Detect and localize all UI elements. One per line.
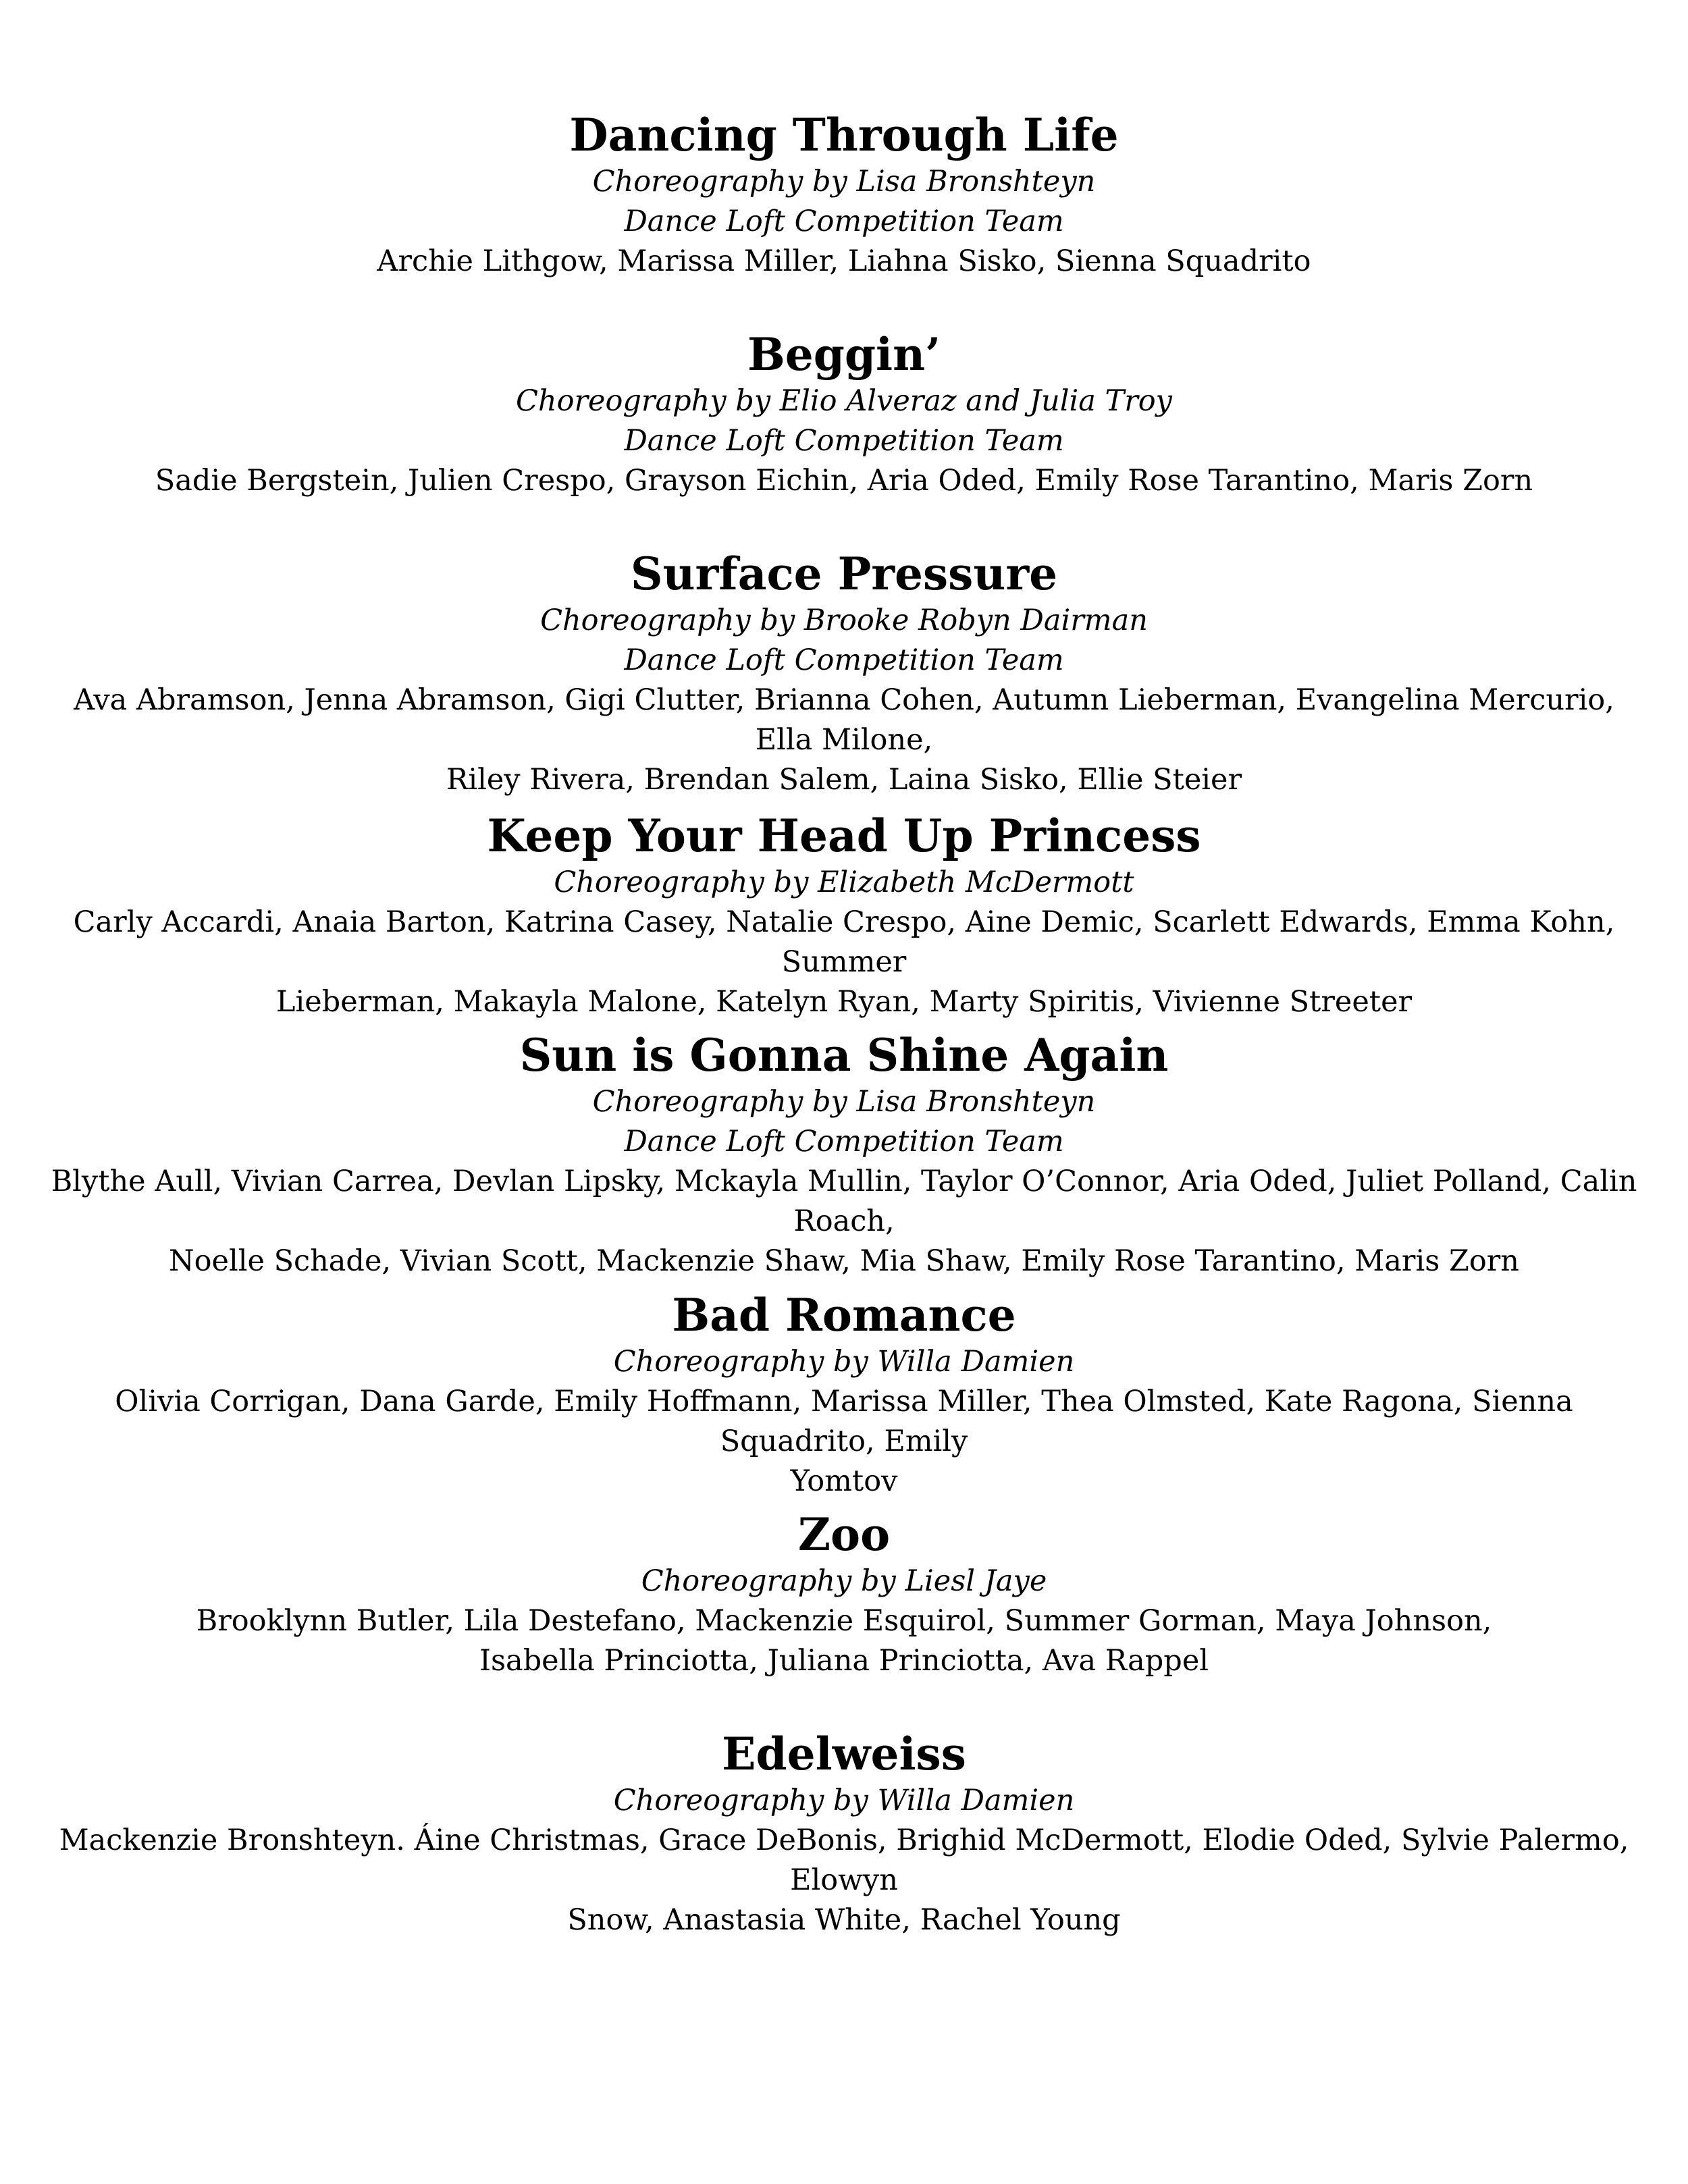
choreography-credit: Choreography by Willa Damien xyxy=(613,1345,1075,1379)
team-name: Dance Loft Competition Team xyxy=(624,205,1064,238)
dancer-line: Blythe Aull, Vivian Carrea, Devlan Lipsky, Mckayla Mullin, Taylor O’Connor, Aria Oded, Juliet Polland, Calin Roach, xyxy=(51,1165,1637,1238)
piece-title: Sun is Gonna Shine Again xyxy=(519,1029,1169,1082)
dancer-line: Sadie Bergstein, Julien Crespo, Grayson Eichin, Aria Oded, Emily Rose Tarantino, Maris Zorn xyxy=(155,464,1533,498)
dancer-line: Riley Rivera, Brendan Salem, Laina Sisko, Ellie Steier xyxy=(446,763,1242,797)
choreography-credit: Choreography by Brooke Robyn Dairman xyxy=(540,604,1148,637)
dancer-list xyxy=(41,461,1647,501)
dancer-list xyxy=(41,903,1647,1022)
piece-beggin xyxy=(41,327,1647,501)
choreography-credit: Choreography by Lisa Bronshteyn xyxy=(592,165,1096,198)
piece-zoo xyxy=(41,1508,1647,1681)
piece-dancing-through-life xyxy=(41,108,1647,282)
dancer-list xyxy=(41,1821,1647,1940)
piece-title: Bad Romance xyxy=(672,1289,1016,1341)
piece-bad-romance xyxy=(41,1288,1647,1501)
team-name: Dance Loft Competition Team xyxy=(624,424,1064,458)
team-name: Dance Loft Competition Team xyxy=(624,643,1064,677)
choreography-credit: Choreography by Elio Alveraz and Julia Troy xyxy=(516,384,1172,418)
dancer-line: Isabella Princiotta, Juliana Princiotta, Ava Rappel xyxy=(479,1644,1209,1678)
piece-title: Keep Your Head Up Princess xyxy=(487,809,1201,862)
piece-keep-your-head-up-princess xyxy=(41,809,1647,1022)
dancer-line: Snow, Anastasia White, Rachel Young xyxy=(567,1903,1121,1937)
dancer-line: Lieberman, Makayla Malone, Katelyn Ryan, Marty Spiritis, Vivienne Streeter xyxy=(275,985,1413,1019)
dancer-line: Carly Accardi, Anaia Barton, Katrina Casey, Natalie Crespo, Aine Demic, Scarlett Edwards, Emma Kohn, Summer xyxy=(73,905,1615,979)
piece-title: Edelweiss xyxy=(722,1728,966,1780)
dancer-line: Archie Lithgow, Marissa Miller, Liahna Sisko, Sienna Squadrito xyxy=(377,244,1311,278)
dancer-line: Ava Abramson, Jenna Abramson, Gigi Clutter, Brianna Cohen, Autumn Lieberman, Evangelina Mercurio, Ella Milone, xyxy=(74,683,1614,757)
choreography-credit: Choreography by Elizabeth McDermott xyxy=(554,865,1134,899)
choreography-credit: Choreography by Liesl Jaye xyxy=(641,1564,1047,1598)
piece-surface-pressure xyxy=(41,547,1647,800)
dancer-list xyxy=(41,1601,1647,1681)
piece-title: Zoo xyxy=(797,1508,891,1561)
piece-title: Beggin’ xyxy=(747,328,941,381)
piece-sun-is-gonna-shine-again xyxy=(41,1028,1647,1281)
dancer-list xyxy=(41,1382,1647,1501)
choreography-credit: Choreography by Lisa Bronshteyn xyxy=(592,1085,1096,1119)
dancer-list xyxy=(41,681,1647,800)
dancer-line: Olivia Corrigan, Dana Garde, Emily Hoffmann, Marissa Miller, Thea Olmsted, Kate Ragona, Sienna Squadrito, Emily xyxy=(115,1385,1573,1458)
dancer-list xyxy=(41,242,1647,282)
dancer-line: Mackenzie Bronshteyn. Áine Christmas, Grace DeBonis, Brighid McDermott, Elodie Oded, Sylvie Palermo, Elowyn xyxy=(59,1823,1629,1897)
piece-title: Surface Pressure xyxy=(630,548,1058,600)
team-name: Dance Loft Competition Team xyxy=(624,1125,1064,1158)
dancer-line: Brooklynn Butler, Lila Destefano, Mackenzie Esquirol, Summer Gorman, Maya Johnson, xyxy=(196,1604,1492,1638)
choreography-credit: Choreography by Willa Damien xyxy=(613,1784,1075,1817)
piece-title: Dancing Through Life xyxy=(569,109,1119,161)
dancer-line: Noelle Schade, Vivian Scott, Mackenzie Shaw, Mia Shaw, Emily Rose Tarantino, Maris Zorn xyxy=(168,1244,1519,1278)
dancer-line: Yomtov xyxy=(790,1464,898,1498)
dancer-list xyxy=(41,1162,1647,1281)
piece-edelweiss xyxy=(41,1727,1647,1940)
